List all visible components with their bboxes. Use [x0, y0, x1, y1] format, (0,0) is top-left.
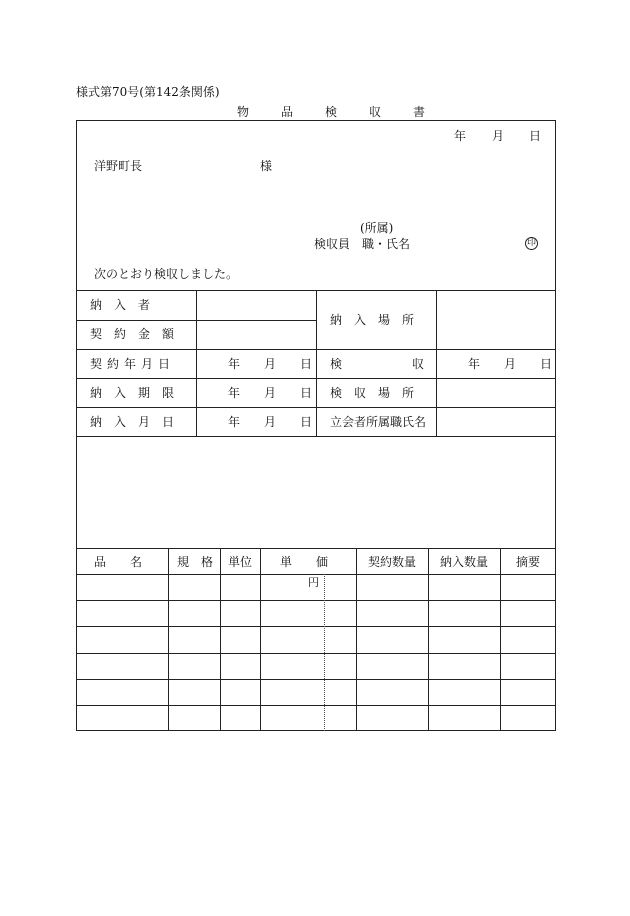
- items-col-divider-5: [428, 548, 429, 731]
- items-row-line-5: [76, 705, 556, 706]
- items-col-divider-6: [500, 548, 501, 731]
- delivery-date-label: 納 入 月 日: [90, 415, 175, 429]
- items-header-top-line: [76, 548, 556, 549]
- witness-label: 立会者所属職氏名: [330, 415, 427, 429]
- column-unit: 単位: [228, 555, 253, 569]
- delivery-month: 月: [264, 415, 277, 429]
- column-unit-price: 単 価: [280, 555, 329, 569]
- deadline-year: 年: [228, 386, 241, 400]
- items-row-line-1: [76, 600, 556, 601]
- addressee: 洋野町長: [94, 159, 143, 173]
- info-bottom-line: [76, 436, 556, 437]
- yen-label: 円: [308, 576, 319, 589]
- document-title: 物 品 検 収 書: [237, 105, 436, 119]
- date-year-label: 年: [454, 129, 467, 143]
- inspection-place-label: 検 収 場 所: [330, 386, 415, 400]
- contract-year: 年: [228, 357, 241, 371]
- inspection-year: 年: [468, 357, 481, 371]
- deadline-day: 日: [300, 386, 313, 400]
- inspection-day: 日: [540, 357, 553, 371]
- contract-date-label: 契約年月日: [90, 357, 176, 371]
- column-remarks: 摘要: [516, 555, 541, 569]
- contract-month: 月: [264, 357, 277, 371]
- delivery-place-label: 納 入 場 所: [330, 313, 415, 327]
- form-number: 様式第70号(第142条関係): [76, 85, 220, 99]
- supplier-label: 納 入 者: [90, 298, 151, 312]
- honorific: 様: [260, 159, 273, 173]
- statement: 次のとおり検収しました。: [94, 267, 239, 281]
- deadline-month: 月: [264, 386, 277, 400]
- delivery-year: 年: [228, 415, 241, 429]
- items-col-divider-2: [220, 548, 221, 731]
- date-day-label: 日: [529, 129, 542, 143]
- date-month-label: 月: [492, 129, 505, 143]
- inspector-name-label: 職・氏名: [362, 237, 411, 251]
- info-divider-3: [436, 290, 437, 436]
- delivery-day: 日: [300, 415, 313, 429]
- items-row-line-3: [76, 653, 556, 654]
- info-divider-2: [316, 290, 317, 436]
- column-delivered-quantity: 納入数量: [440, 555, 489, 569]
- contract-day: 日: [300, 357, 313, 371]
- inspection-month: 月: [504, 357, 517, 371]
- inspection-label: 検: [330, 357, 343, 371]
- column-item-name: 品 名: [94, 555, 143, 569]
- contract-amount-label: 契 約 金 額: [90, 327, 175, 341]
- column-specification: 規 格: [177, 555, 214, 569]
- items-row-line-4: [76, 679, 556, 680]
- items-header-bottom-line: [76, 574, 556, 575]
- items-row-line-2: [76, 626, 556, 627]
- deadline-label: 納 入 期 限: [90, 386, 175, 400]
- column-contract-quantity: 契約数量: [368, 555, 417, 569]
- info-divider-1: [196, 290, 197, 436]
- inspection-suffix: 収: [412, 357, 425, 371]
- seal-mark: 印: [526, 238, 536, 248]
- inspector-label: 検収員: [314, 237, 351, 251]
- items-col-divider-3: [260, 548, 261, 731]
- affiliation-label: (所属): [360, 221, 394, 235]
- unit-price-yen-divider: [324, 574, 325, 731]
- items-col-divider-4: [356, 548, 357, 731]
- items-col-divider-1: [168, 548, 169, 731]
